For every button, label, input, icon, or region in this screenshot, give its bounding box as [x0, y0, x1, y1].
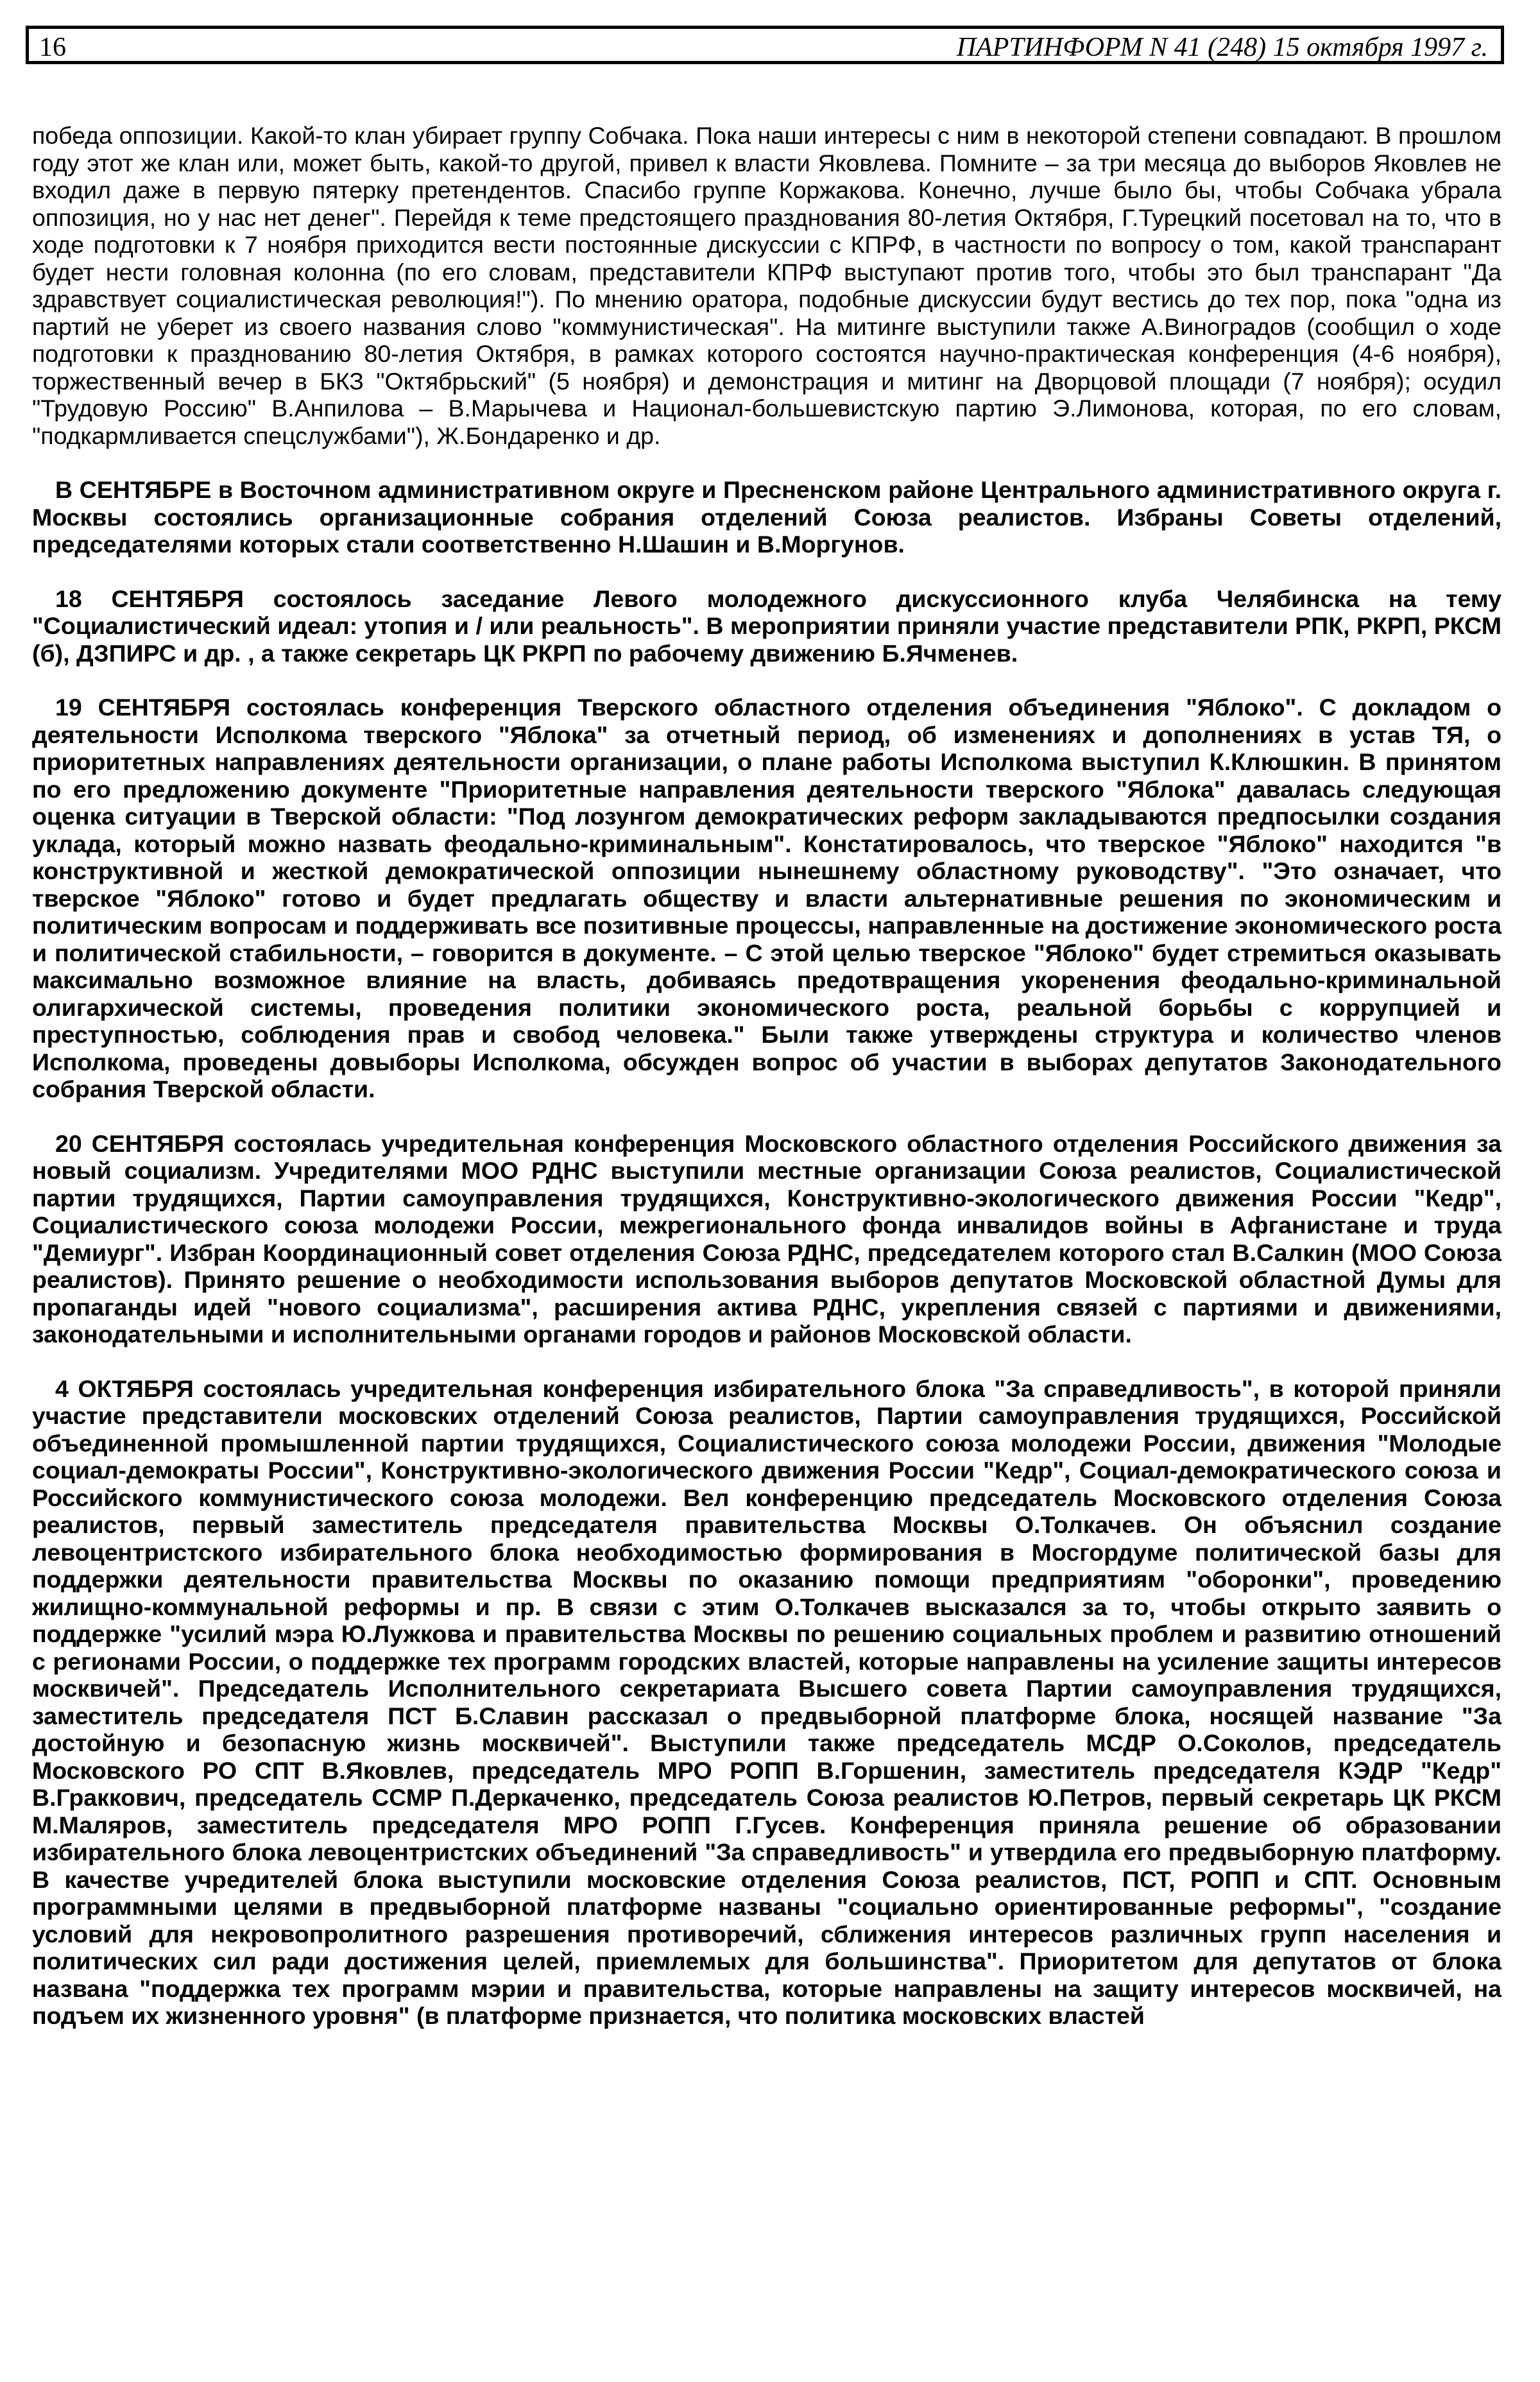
publication-title: ПАРТИНФОРМ N 41 (248) 15 октября 1997 г.	[956, 33, 1488, 62]
paragraph-opening: победа оппозиции. Какой-то клан убирает группу Собчака. Пока наши интересы с ним в некоторой степени совпадают. В прошлом году этот же клан или, может быть, какой-то другой, привел к власти Яковлева. Помните – за три месяца до выборов Яковлев не входил даже в первую пятерку претендентов. Спасибо группе Коржакова. Конечно, лучше было бы, чтобы Собчака убрала оппозиция, но у нас нет денег". Перейдя к теме предстоящего празднования 80-летия Октября, Г.Турецкий посетовал на то, что в ходе подготовки к 7 ноября приходится вести постоянные дискуссии с КПРФ, в частности по вопросу о том, какой транспарант будет нести головная колонна (по его словам, представители КПРФ выступают против того, чтобы это был транспарант "Да здравствует социалистическая революция!"). По мнению оратора, подобные дискуссии будут вестись до тех пор, пока "одна из партий не уберет из своего названия слово "коммунистическая". На митинге выступили также А.Виноградов (сообщил о ходе подготовки к празднованию 80-летия Октября, в рамках которого состоятся научно-практическая конференция (4-6 ноября), торжественный вечер в БКЗ "Октябрьский" (5 ноября) и демонстрация и митинг на Дворцовой площади (7 ноября); осудил "Трудовую Россию" В.Анпилова – В.Марычева и Национал-большевистскую партию Э.Лимонова, которая, по его словам, "подкармливается спецслужбами"), Ж.Бондаренко и др.	[32, 122, 1502, 449]
page-header	[26, 26, 1504, 64]
paragraph-oct-4: 4 ОКТЯБРЯ состоялась учредительная конференция избирательного блока "За справедливость", в которой приняли участие представители московских отделений Союза реалистов, Партии самоуправления трудящихся, Российской объединенной промышленной партии трудящихся, Социалистического союза молодежи России, движения "Молодые социал-демократы России", Конструктивно-экологического движения России "Кедр", Социал-демократического союза и Российского коммунистического союза молодежи. Вел конференцию председатель Московского отделения Союза реалистов, первый заместитель председателя правительства Москвы О.Толкачев. Он объяснил создание левоцентристского избирательного блока необходимостью формирования в Мосгордуме политической базы для поддержки деятельности правительства Москвы по оказанию помощи предприятиям "оборонки", проведению жилищно-коммунальной реформы и пр. В связи с этим О.Толкачев высказался за то, чтобы открыто заявить о поддержке "усилий мэра Ю.Лужкова и правительства Москвы по решению социальных проблем и развитию отношений с регионами России, о поддержке тех программ городских властей, которые направлены на усиление защиты интересов москвичей". Председатель Исполнительного секретариата Высшего совета Партии самоуправления трудящихся, заместитель председателя ПСТ Б.Славин рассказал о предвыборной платформе блока, носящей название "За достойную и безопасную жизнь москвичей". Выступили также председатель МСДР О.Соколов, председатель Московского РО СПТ В.Яковлев, председатель МРО РОПП В.Горшенин, заместитель председателя КЭДР "Кедр" В.Граккович, председатель ССМР П.Деркаченко, председатель Союза реалистов Ю.Петров, первый секретарь ЦК РКСМ М.Маляров, заместитель председателя МРО РОПП Г.Гусев. Конференция приняла решение об образовании избирательного блока левоцентристских объединений "За справедливость" и утвердила его предвыборную платформу. В качестве учредителей блока выступили московские отделения Союза реалистов, ПСТ, РОПП и СПТ. Основным программными целями в предвыборной платформе названы "социально ориентированные реформы", "создание условий для некровопролитного разрешения противоречий, сближения интересов различных групп населения и политических сил ради достижения целей, приемлемых для большинства". Приоритетом для депутатов от блока названа "поддержка тех программ мэрии и правительства, которые направлены на защиту интересов москвичей, на подъем их жизненного уровня" (в платформе признается, что политика московских властей	[32, 1375, 1502, 2029]
page-number: 16	[39, 33, 66, 62]
paragraph-sept-19: 19 СЕНТЯБРЯ состоялась конференция Тверского областного отделения объединения "Яблоко". С докладом о деятельности Исполкома тверского "Яблока" за отчетный период, об изменениях и дополнениях в устав ТЯ, о приоритетных направлениях деятельности организации, о плане работы Исполкома выступил К.Клюшкин. В принятом по его предложению документе "Приоритетные направления деятельности тверского "Яблока" давалась следующая оценка ситуации в Тверской области: "Под лозунгом демократических реформ закладываются предпосылки создания уклада, который можно назвать феодально-криминальным". Констатировалось, что тверское "Яблоко" находится "в конструктивной и жесткой демократической оппозиции нынешнему областному руководству". "Это означает, что тверское "Яблоко" готово и будет предлагать обществу и власти альтернативные решения по экономическим и политическим вопросам и поддерживать все позитивные процессы, направленные на достижение экономического роста и политической стабильности, – говорится в документе. – С этой целью тверское "Яблоко" будет стремиться оказывать максимально возможное влияние на власть, добиваясь предотвращения укоренения феодально-криминальной олигархической системы, проведения политики экономического роста, реальной борьбы с коррупцией и преступностью, соблюдения прав и свобод человека." Были также утверждены структура и количество членов Исполкома, проведены довыборы Исполкома, обсужден вопрос об участии в выборах депутатов Законодательного собрания Тверской области.	[32, 694, 1502, 1102]
article-body	[32, 122, 1502, 2057]
paragraph-sept-18: 18 СЕНТЯБРЯ состоялось заседание Левого молодежного дискуссионного клуба Челябинска на тему "Социалистический идеал: утопия и / или реальность". В мероприятии приняли участие представители РПК, РКРП, РКСМ (б), ДЗПИРС и др. , а также секретарь ЦК РКРП по рабочему движению Б.Ячменев.	[32, 585, 1502, 667]
paragraph-sept-20: 20 СЕНТЯБРЯ состоялась учредительная конференция Московского областного отделения Российского движения за новый социализм. Учредителями МОО РДНС выступили местные организации Союза реалистов, Социалистической партии трудящихся, Партии самоуправления трудящихся, Конструктивно-экологического движения России "Кедр", Социалистического союза молодежи России, межрегионального фонда инвалидов войны в Афганистане и труда "Демиург". Избран Координационный совет отделения Союза РДНС, председателем которого стал В.Салкин (МОО Союза реалистов). Принято решение о необходимости использования выборов депутатов Московской областной Думы для пропаганды идей "нового социализма", расширения актива РДНС, укрепления связей с партиями и движениями, законодательными и исполнительными органами городов и районов Московской области.	[32, 1129, 1502, 1348]
paragraph-september: В СЕНТЯБРЕ в Восточном административном округе и Пресненском районе Центрального административного округа г. Москвы состоялись организационные собрания отделений Союза реалистов. Избраны Советы отделений, председателями которых стали соответственно Н.Шашин и В.Моргунов.	[32, 476, 1502, 558]
